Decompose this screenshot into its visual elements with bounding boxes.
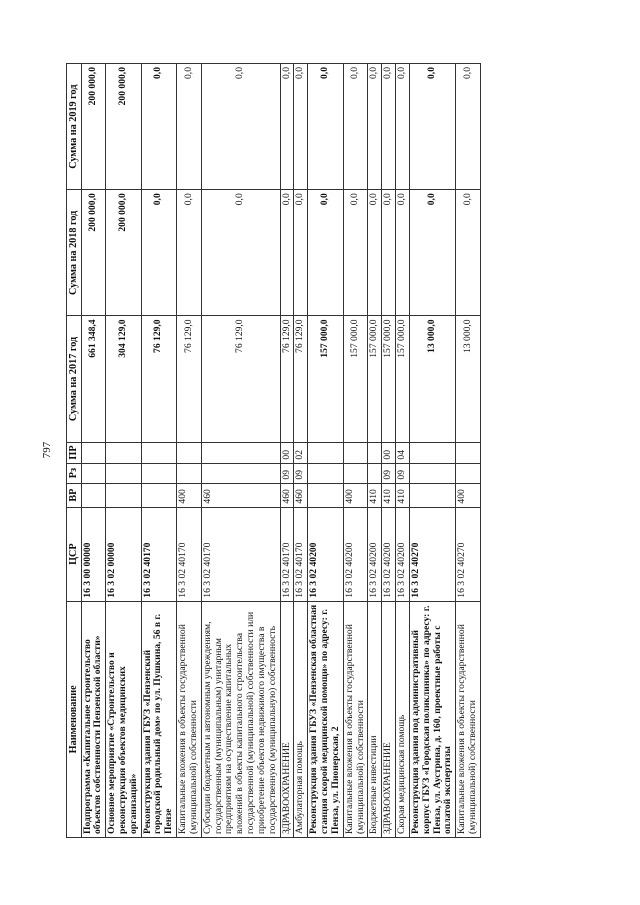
cell-name: Капитальные вложения в объекты государственной (муниципальной) собственности — [456, 601, 481, 837]
cell-csr: 16 3 02 40170 — [294, 507, 308, 601]
cell-sum-2017: 76 129,0 — [294, 316, 308, 442]
cell-sum-2019: 200 000,0 — [106, 64, 141, 190]
cell-rz — [456, 463, 481, 483]
cell-pr — [141, 442, 176, 463]
cell-sum-2018: 0,0 — [343, 190, 368, 316]
cell-sum-2017: 157 000,0 — [343, 316, 368, 442]
table-row — [382, 64, 396, 838]
table-row — [308, 64, 343, 838]
cell-name: Подпрограмма «Капитальное строительство объектов собственности Пензенской области» — [81, 601, 106, 837]
cell-pr — [81, 442, 106, 463]
cell-pr: 04 — [396, 442, 410, 463]
table-row — [343, 64, 368, 838]
cell-name: Капитальные вложения в объекты государственной (муниципальной) собственности — [177, 601, 202, 837]
cell-sum-2018: 0,0 — [409, 190, 455, 316]
table-row — [201, 64, 280, 838]
cell-csr: 16 3 02 00000 — [106, 507, 141, 601]
header-pr: ПР — [67, 442, 82, 463]
cell-sum-2017: 13 000,0 — [409, 316, 455, 442]
cell-name: Амбулаторная помощь — [294, 601, 308, 837]
cell-rz — [201, 463, 280, 483]
cell-rz — [409, 463, 455, 483]
table-row — [81, 64, 106, 838]
cell-sum-2017: 76 129,0 — [201, 316, 280, 442]
cell-sum-2019: 0,0 — [396, 64, 410, 190]
cell-sum-2018: 0,0 — [280, 190, 294, 316]
header-sum-2018: Сумма на 2018 год — [67, 190, 82, 316]
cell-pr: 00 — [280, 442, 294, 463]
budget-table — [66, 63, 481, 838]
cell-csr: 16 3 02 40200 — [382, 507, 396, 601]
cell-sum-2018: 0,0 — [141, 190, 176, 316]
cell-pr — [106, 442, 141, 463]
cell-vr: 460 — [201, 483, 280, 507]
header-sum-2019: Сумма на 2019 год — [67, 64, 82, 190]
cell-name: ЗДРАВООХРАНЕНИЕ — [382, 601, 396, 837]
cell-rz — [343, 463, 368, 483]
page-number: 797 — [41, 441, 53, 459]
cell-name: Субсидии бюджетным и автономным учреждениям, государственным (муниципальным) унитарным предприятиям на осуществление капитальных вложений в объекты капитального строительства государственной (муниципальной) собственности или приобретение объектов недвижимого имущества в государственную (муниципальную) собственность — [201, 601, 280, 837]
cell-sum-2018: 200 000,0 — [81, 190, 106, 316]
cell-vr: 400 — [177, 483, 202, 507]
table-row — [409, 64, 455, 838]
cell-csr: 16 3 02 40200 — [308, 507, 343, 601]
cell-sum-2019: 0,0 — [343, 64, 368, 190]
cell-pr — [177, 442, 202, 463]
header-vr: ВР — [67, 483, 82, 507]
cell-csr: 16 3 02 40170 — [141, 507, 176, 601]
cell-vr: 460 — [294, 483, 308, 507]
cell-csr: 16 3 02 40270 — [456, 507, 481, 601]
cell-sum-2018: 0,0 — [294, 190, 308, 316]
cell-sum-2017: 157 000,0 — [396, 316, 410, 442]
cell-sum-2019: 200 000,0 — [81, 64, 106, 190]
cell-rz — [368, 463, 382, 483]
cell-rz — [141, 463, 176, 483]
cell-vr — [308, 483, 343, 507]
cell-vr — [106, 483, 141, 507]
cell-pr — [201, 442, 280, 463]
cell-sum-2019: 0,0 — [280, 64, 294, 190]
cell-vr: 410 — [382, 483, 396, 507]
table-row — [280, 64, 294, 838]
cell-sum-2018: 0,0 — [456, 190, 481, 316]
cell-sum-2018: 0,0 — [382, 190, 396, 316]
cell-csr: 16 3 00 00000 — [81, 507, 106, 601]
cell-sum-2019: 0,0 — [382, 64, 396, 190]
cell-rz — [177, 463, 202, 483]
cell-sum-2017: 76 129,0 — [280, 316, 294, 442]
cell-pr — [368, 442, 382, 463]
cell-sum-2019: 0,0 — [409, 64, 455, 190]
cell-pr — [456, 442, 481, 463]
table-row — [177, 64, 202, 838]
cell-rz — [106, 463, 141, 483]
cell-csr: 16 3 02 40200 — [343, 507, 368, 601]
cell-sum-2019: 0,0 — [294, 64, 308, 190]
cell-pr: 02 — [294, 442, 308, 463]
cell-name: Капитальные вложения в объекты государственной (муниципальной) собственности — [343, 601, 368, 837]
cell-csr: 16 3 02 40200 — [368, 507, 382, 601]
cell-sum-2017: 304 129,0 — [106, 316, 141, 442]
cell-vr: 400 — [456, 483, 481, 507]
cell-vr — [81, 483, 106, 507]
cell-sum-2017: 661 348,4 — [81, 316, 106, 442]
cell-sum-2019: 0,0 — [368, 64, 382, 190]
cell-sum-2018: 200 000,0 — [106, 190, 141, 316]
cell-sum-2019: 0,0 — [141, 64, 176, 190]
cell-sum-2018: 0,0 — [396, 190, 410, 316]
cell-sum-2017: 76 129,0 — [177, 316, 202, 442]
cell-pr — [308, 442, 343, 463]
cell-sum-2017: 157 000,0 — [382, 316, 396, 442]
table-row — [141, 64, 176, 838]
cell-rz: 09 — [294, 463, 308, 483]
table-row — [106, 64, 141, 838]
cell-rz: 09 — [382, 463, 396, 483]
cell-rz: 09 — [396, 463, 410, 483]
header-csr: ЦСР — [67, 507, 82, 601]
cell-sum-2019: 0,0 — [201, 64, 280, 190]
cell-pr: 00 — [382, 442, 396, 463]
cell-vr: 410 — [368, 483, 382, 507]
cell-sum-2019: 0,0 — [177, 64, 202, 190]
cell-name: ЗДРАВООХРАНЕНИЕ — [280, 601, 294, 837]
cell-csr: 16 3 02 40270 — [409, 507, 455, 601]
table-row — [294, 64, 308, 838]
table-row — [368, 64, 382, 838]
cell-csr: 16 3 02 40200 — [396, 507, 410, 601]
cell-csr: 16 3 02 40170 — [177, 507, 202, 601]
cell-sum-2017: 13 000,0 — [456, 316, 481, 442]
cell-name: Основное мероприятие «Строительство и реконструкция объектов медицинских организаций» — [106, 601, 141, 837]
cell-sum-2018: 0,0 — [308, 190, 343, 316]
cell-name: Реконструкция здания ГБУЗ «Пензенская областная станция скорой медицинской помощи» по адресу: г. Пенза, ул. Пионерская, 2 — [308, 601, 343, 837]
cell-name: Реконструкция здания под административный корпус ГБУЗ «Городская поликлиника» по адресу: г. Пенза, ул. Аустрина, д. 160, проектные работы с оплатой экспертизы — [409, 601, 455, 837]
cell-pr — [343, 442, 368, 463]
cell-sum-2019: 0,0 — [456, 64, 481, 190]
cell-name: Реконструкция здания ГБУЗ «Пензенский городской родильный дом» по ул. Пушкина, 56 в г. Пензе — [141, 601, 176, 837]
cell-sum-2018: 0,0 — [368, 190, 382, 316]
cell-pr — [409, 442, 455, 463]
table-row — [456, 64, 481, 838]
cell-name: Бюджетные инвестиции — [368, 601, 382, 837]
cell-sum-2017: 157 000,0 — [368, 316, 382, 442]
table-row — [396, 64, 410, 838]
cell-name: Скорая медицинская помощь — [396, 601, 410, 837]
header-name: Наименование — [67, 601, 82, 837]
cell-csr: 16 3 02 40170 — [201, 507, 280, 601]
cell-sum-2017: 157 000,0 — [308, 316, 343, 442]
cell-rz — [81, 463, 106, 483]
cell-csr: 16 3 02 40170 — [280, 507, 294, 601]
cell-sum-2019: 0,0 — [308, 64, 343, 190]
table-header-row — [67, 64, 82, 838]
header-sum-2017: Сумма на 2017 год — [67, 316, 82, 442]
cell-sum-2018: 0,0 — [201, 190, 280, 316]
header-rz: Рз — [67, 463, 82, 483]
cell-rz — [308, 463, 343, 483]
cell-rz: 09 — [280, 463, 294, 483]
cell-vr — [141, 483, 176, 507]
cell-vr: 410 — [396, 483, 410, 507]
rotated-page-content — [66, 63, 610, 838]
cell-vr — [409, 483, 455, 507]
cell-vr: 460 — [280, 483, 294, 507]
cell-vr: 400 — [343, 483, 368, 507]
cell-sum-2018: 0,0 — [177, 190, 202, 316]
cell-sum-2017: 76 129,0 — [141, 316, 176, 442]
